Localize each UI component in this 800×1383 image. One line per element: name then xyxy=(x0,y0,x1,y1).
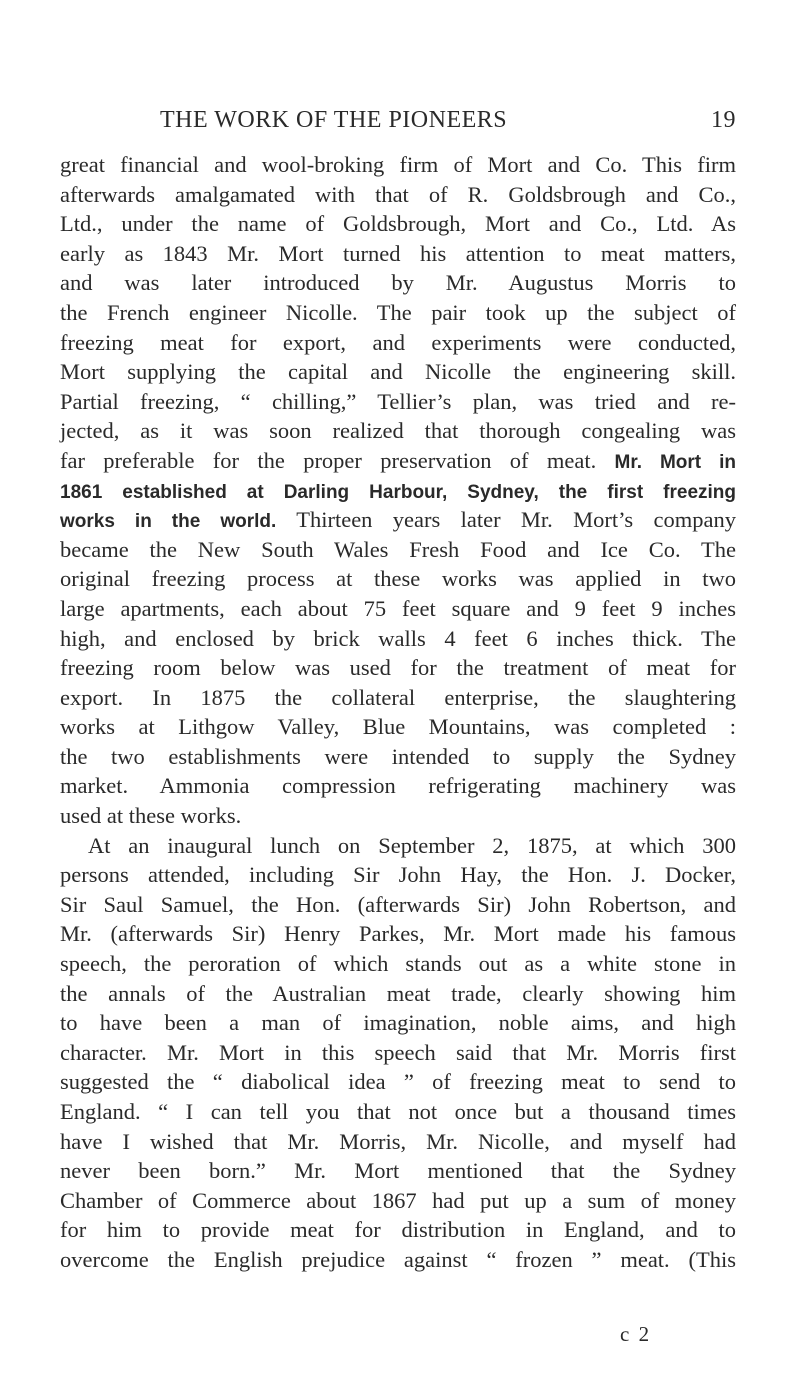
page-number: 19 xyxy=(711,107,736,133)
text-line: never been born.” Mr. Mort mentioned that the Sydney xyxy=(60,1158,736,1184)
text-line: jected, as it was soon realized that thorough congealing was xyxy=(60,418,736,444)
emphasized-text: works in the world. xyxy=(60,511,277,533)
text-line: overcome the English prejudice against “ frozen ” meat. (This xyxy=(60,1246,736,1272)
text-segment: Thirteen years later Mr. Mort’s company xyxy=(296,507,736,533)
text-line-emphasized xyxy=(60,476,736,506)
text-line: export. In 1875 the collateral enterprise, the slaughtering xyxy=(60,684,736,710)
text-line: Sir Saul Samuel, the Hon. (afterwards Sir) John Robertson, and xyxy=(60,891,736,917)
text-line: Chamber of Commerce about 1867 had put up a sum of money xyxy=(60,1187,736,1213)
text-line: for him to provide meat for distribution in England, and to xyxy=(60,1217,736,1243)
emphasized-text: 1861 established at Darling Harbour, Sydney, the first freezing xyxy=(60,481,736,503)
text-line-mixed xyxy=(60,446,736,476)
text-line: original freezing process at these works was applied in two xyxy=(60,566,736,592)
text-line: freezing meat for export, and experiments were conducted, xyxy=(60,329,736,355)
text-line: At an inaugural lunch on September 2, 1875, at which 300 xyxy=(88,832,736,858)
text-line: Ltd., under the name of Goldsbrough, Mort and Co., Ltd. As xyxy=(60,211,736,237)
text-line: and was later introduced by Mr. Augustus Morris to xyxy=(60,270,736,296)
text-line: to have been a man of imagination, noble aims, and high xyxy=(60,1010,736,1036)
text-line: Mr. (afterwards Sir) Henry Parkes, Mr. Mort made his famous xyxy=(60,921,736,947)
text-line-mixed xyxy=(60,505,736,535)
text-line: great financial and wool-broking firm of Mort and Co. This firm xyxy=(60,152,736,177)
page-header xyxy=(160,107,736,141)
text-line: suggested the “ diabolical idea ” of freezing meat to send to xyxy=(60,1069,736,1095)
text-line: have I wished that Mr. Morris, Mr. Nicolle, and myself had xyxy=(60,1128,736,1154)
text-line: the two establishments were intended to supply the Sydney xyxy=(60,743,736,769)
text-line: early as 1843 Mr. Mort turned his attention to meat matters, xyxy=(60,240,736,266)
text-line: the annals of the Australian meat trade, clearly showing him xyxy=(60,980,736,1006)
text-line: freezing room below was used for the treatment of meat for xyxy=(60,655,736,681)
text-line: became the New South Wales Fresh Food and Ice Co. The xyxy=(60,536,736,562)
running-title: THE WORK OF THE PIONEERS xyxy=(160,107,508,133)
text-line: high, and enclosed by brick walls 4 feet 6 inches thick. The xyxy=(60,625,736,651)
text-line: large apartments, each about 75 feet square and 9 feet 9 inches xyxy=(60,595,736,621)
text-line: character. Mr. Mort in this speech said that Mr. Morris first xyxy=(60,1039,736,1065)
signature-mark: c 2 xyxy=(620,1322,652,1346)
text-line: Mort supplying the capital and Nicolle the engineering skill. xyxy=(60,359,736,385)
text-line: speech, the peroration of which stands out as a white stone in xyxy=(60,951,736,977)
text-line: used at these works. xyxy=(60,803,242,829)
text-line: the French engineer Nicolle. The pair took up the subject of xyxy=(60,299,736,325)
body-text xyxy=(60,150,736,1275)
text-line: works at Lithgow Valley, Blue Mountains, was completed : xyxy=(60,714,736,740)
text-line: market. Ammonia compression refrigerating machinery was xyxy=(60,773,736,799)
text-line: Partial freezing, “ chilling,” Tellier’s plan, was tried and re- xyxy=(60,388,736,414)
emphasized-text: Mr. Mort in xyxy=(614,451,737,473)
text-line: persons attended, including Sir John Hay, the Hon. J. Docker, xyxy=(60,862,736,888)
text-segment: far preferable for the proper preservation of meat. xyxy=(60,447,597,473)
text-line: afterwards amalgamated with that of R. Goldsbrough and Co., xyxy=(60,181,736,207)
text-line: England. “ I can tell you that not once but a thousand times xyxy=(60,1099,736,1124)
